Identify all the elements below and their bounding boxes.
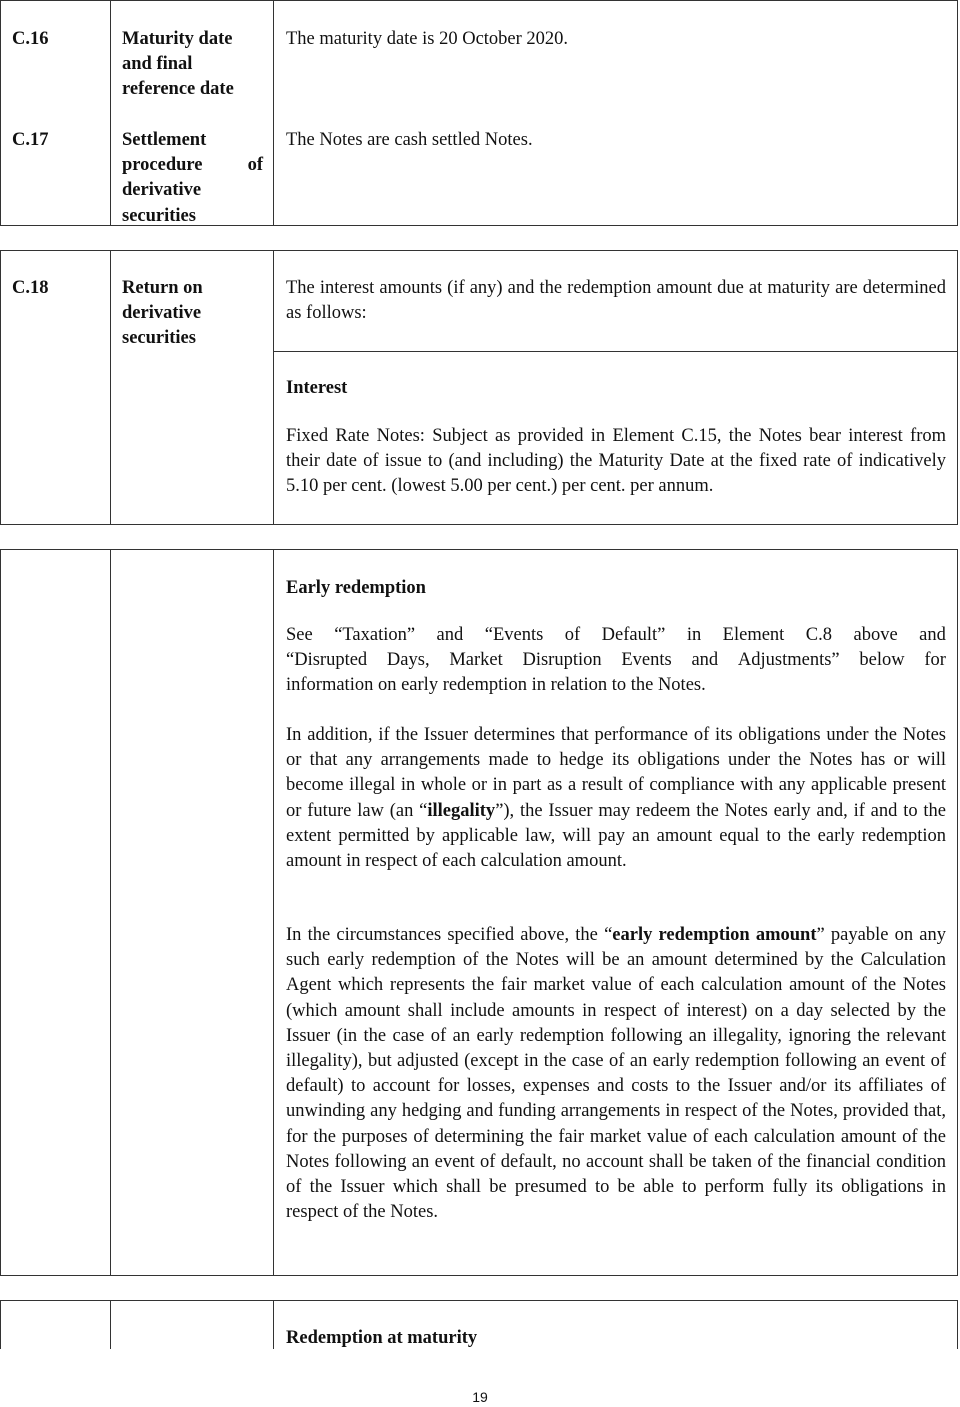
row-number: C.17 bbox=[12, 130, 49, 150]
early-redemption-paragraph-3: In the circumstances specified above, the “early redemption amount” payable on any such early redemption of the Notes will be an amount determined by the Calculation Agent which represents the fair market value of each calculation amount of the Notes (which amount shall include amounts in respect of interest) on a day selected by the Issuer (in the case of an early redemption following an illegality, ignoring the relevant illegality), but adjusted (except in the case of an early redemption following an event of default) to account for losses, expenses and costs to the Issuer and/or its affiliates of unwinding any hedging and funding arrangements in respect of the Notes, provided that, for the purposes of determining the fair market value of each calculation amount of the Notes following an event of default, no account shall be taken of the financial condition of the Issuer which shall be presumed to be able to perform fully its obligations in respect of the Notes. bbox=[286, 925, 946, 1223]
word: Days, bbox=[386, 650, 430, 671]
interest-text: Fixed Rate Notes: Subject as provided in Element C.15, the Notes bear interest from their date of issue to (and including) the Maturity Date at the fixed rate of indicatively 5.10 per cent. (lowest 5.00 per cent.) per cent. per annum. bbox=[286, 426, 946, 497]
row-text: The maturity date is 20 October 2020. bbox=[286, 29, 569, 49]
word: “Disrupted bbox=[286, 650, 368, 671]
row-text: The Notes are cash settled Notes. bbox=[286, 130, 533, 150]
word: and bbox=[691, 650, 719, 671]
table1-top-border bbox=[0, 0, 958, 1]
row-label: Maturity date and final reference date bbox=[122, 29, 234, 100]
table2-inner-rule bbox=[273, 351, 958, 352]
word: C.8 bbox=[805, 625, 833, 645]
early-redemption-paragraph-1 bbox=[286, 623, 946, 699]
defined-term: early redemption amount bbox=[612, 925, 817, 945]
word: Disruption bbox=[522, 650, 602, 671]
table3-left-border bbox=[0, 549, 1, 1276]
justified-line bbox=[286, 648, 946, 673]
table2-top-border bbox=[0, 250, 958, 251]
word: of bbox=[564, 625, 581, 645]
defined-term: illegality bbox=[427, 800, 496, 821]
row-number: C.16 bbox=[12, 29, 49, 49]
table3-top-border bbox=[0, 549, 958, 550]
word: Default” bbox=[601, 625, 666, 645]
word: in bbox=[686, 625, 702, 645]
word: Element bbox=[722, 625, 785, 645]
table1-right-border bbox=[957, 0, 958, 226]
table4-col-divider-1 bbox=[110, 1300, 111, 1349]
table4-left-border bbox=[0, 1300, 1, 1349]
word: Events bbox=[621, 650, 672, 671]
table1-col-divider-1 bbox=[110, 0, 111, 226]
table2-col-divider-1 bbox=[110, 250, 111, 525]
word: above bbox=[853, 625, 898, 645]
word: Adjustments” bbox=[737, 650, 840, 671]
table2-col-divider-2 bbox=[273, 250, 274, 525]
table1-left-border bbox=[0, 0, 1, 226]
row-label: Settlement procedure of derivative securities bbox=[122, 130, 263, 226]
table4-top-border bbox=[0, 1300, 958, 1301]
return-intro-text: The interest amounts (if any) and the redemption amount due at maturity are determined as follows: bbox=[286, 278, 946, 324]
interest-heading: Interest bbox=[286, 378, 348, 398]
table2-left-border bbox=[0, 250, 1, 525]
justified-line bbox=[286, 623, 946, 648]
table3-col-divider-1 bbox=[110, 549, 111, 1276]
word: “Events bbox=[484, 625, 544, 645]
table3-right-border bbox=[957, 549, 958, 1276]
table2-right-border bbox=[957, 250, 958, 525]
paragraph-last-line: information on early redemption in relation to the Notes. bbox=[286, 675, 706, 696]
word: for bbox=[924, 650, 946, 671]
early-redemption-heading: Early redemption bbox=[286, 578, 426, 598]
row-label: Return on derivative securities bbox=[122, 278, 203, 349]
word: and bbox=[436, 625, 464, 645]
table3-bottom-border bbox=[0, 1275, 958, 1276]
table1-col-divider-2 bbox=[273, 0, 274, 226]
early-redemption-paragraph-2: In addition, if the Issuer determines that performance of its obligations under the Notes or that any arrangements made to hedge its obligations under the Notes has or will become illegal in whole or in part as a result of compliance with any applicable present or future law (an “illegality”), the Issuer may redeem the Notes early and, if and to the extent permitted by applicable law, will pay an amount equal to the early redemption amount in respect of each calculation amount. bbox=[286, 725, 946, 872]
table4-right-border bbox=[957, 1300, 958, 1349]
table4-col-divider-2 bbox=[273, 1300, 274, 1349]
word: See bbox=[286, 625, 313, 645]
redemption-at-maturity-heading: Redemption at maturity bbox=[286, 1328, 478, 1348]
word: below bbox=[859, 650, 905, 671]
word: and bbox=[919, 625, 946, 645]
word: “Taxation” bbox=[334, 625, 416, 645]
row-number: C.18 bbox=[12, 278, 49, 298]
table3-col-divider-2 bbox=[273, 549, 274, 1276]
page-number: 19 bbox=[472, 1389, 488, 1405]
word: Market bbox=[449, 650, 503, 671]
table2-bottom-border bbox=[0, 524, 958, 525]
